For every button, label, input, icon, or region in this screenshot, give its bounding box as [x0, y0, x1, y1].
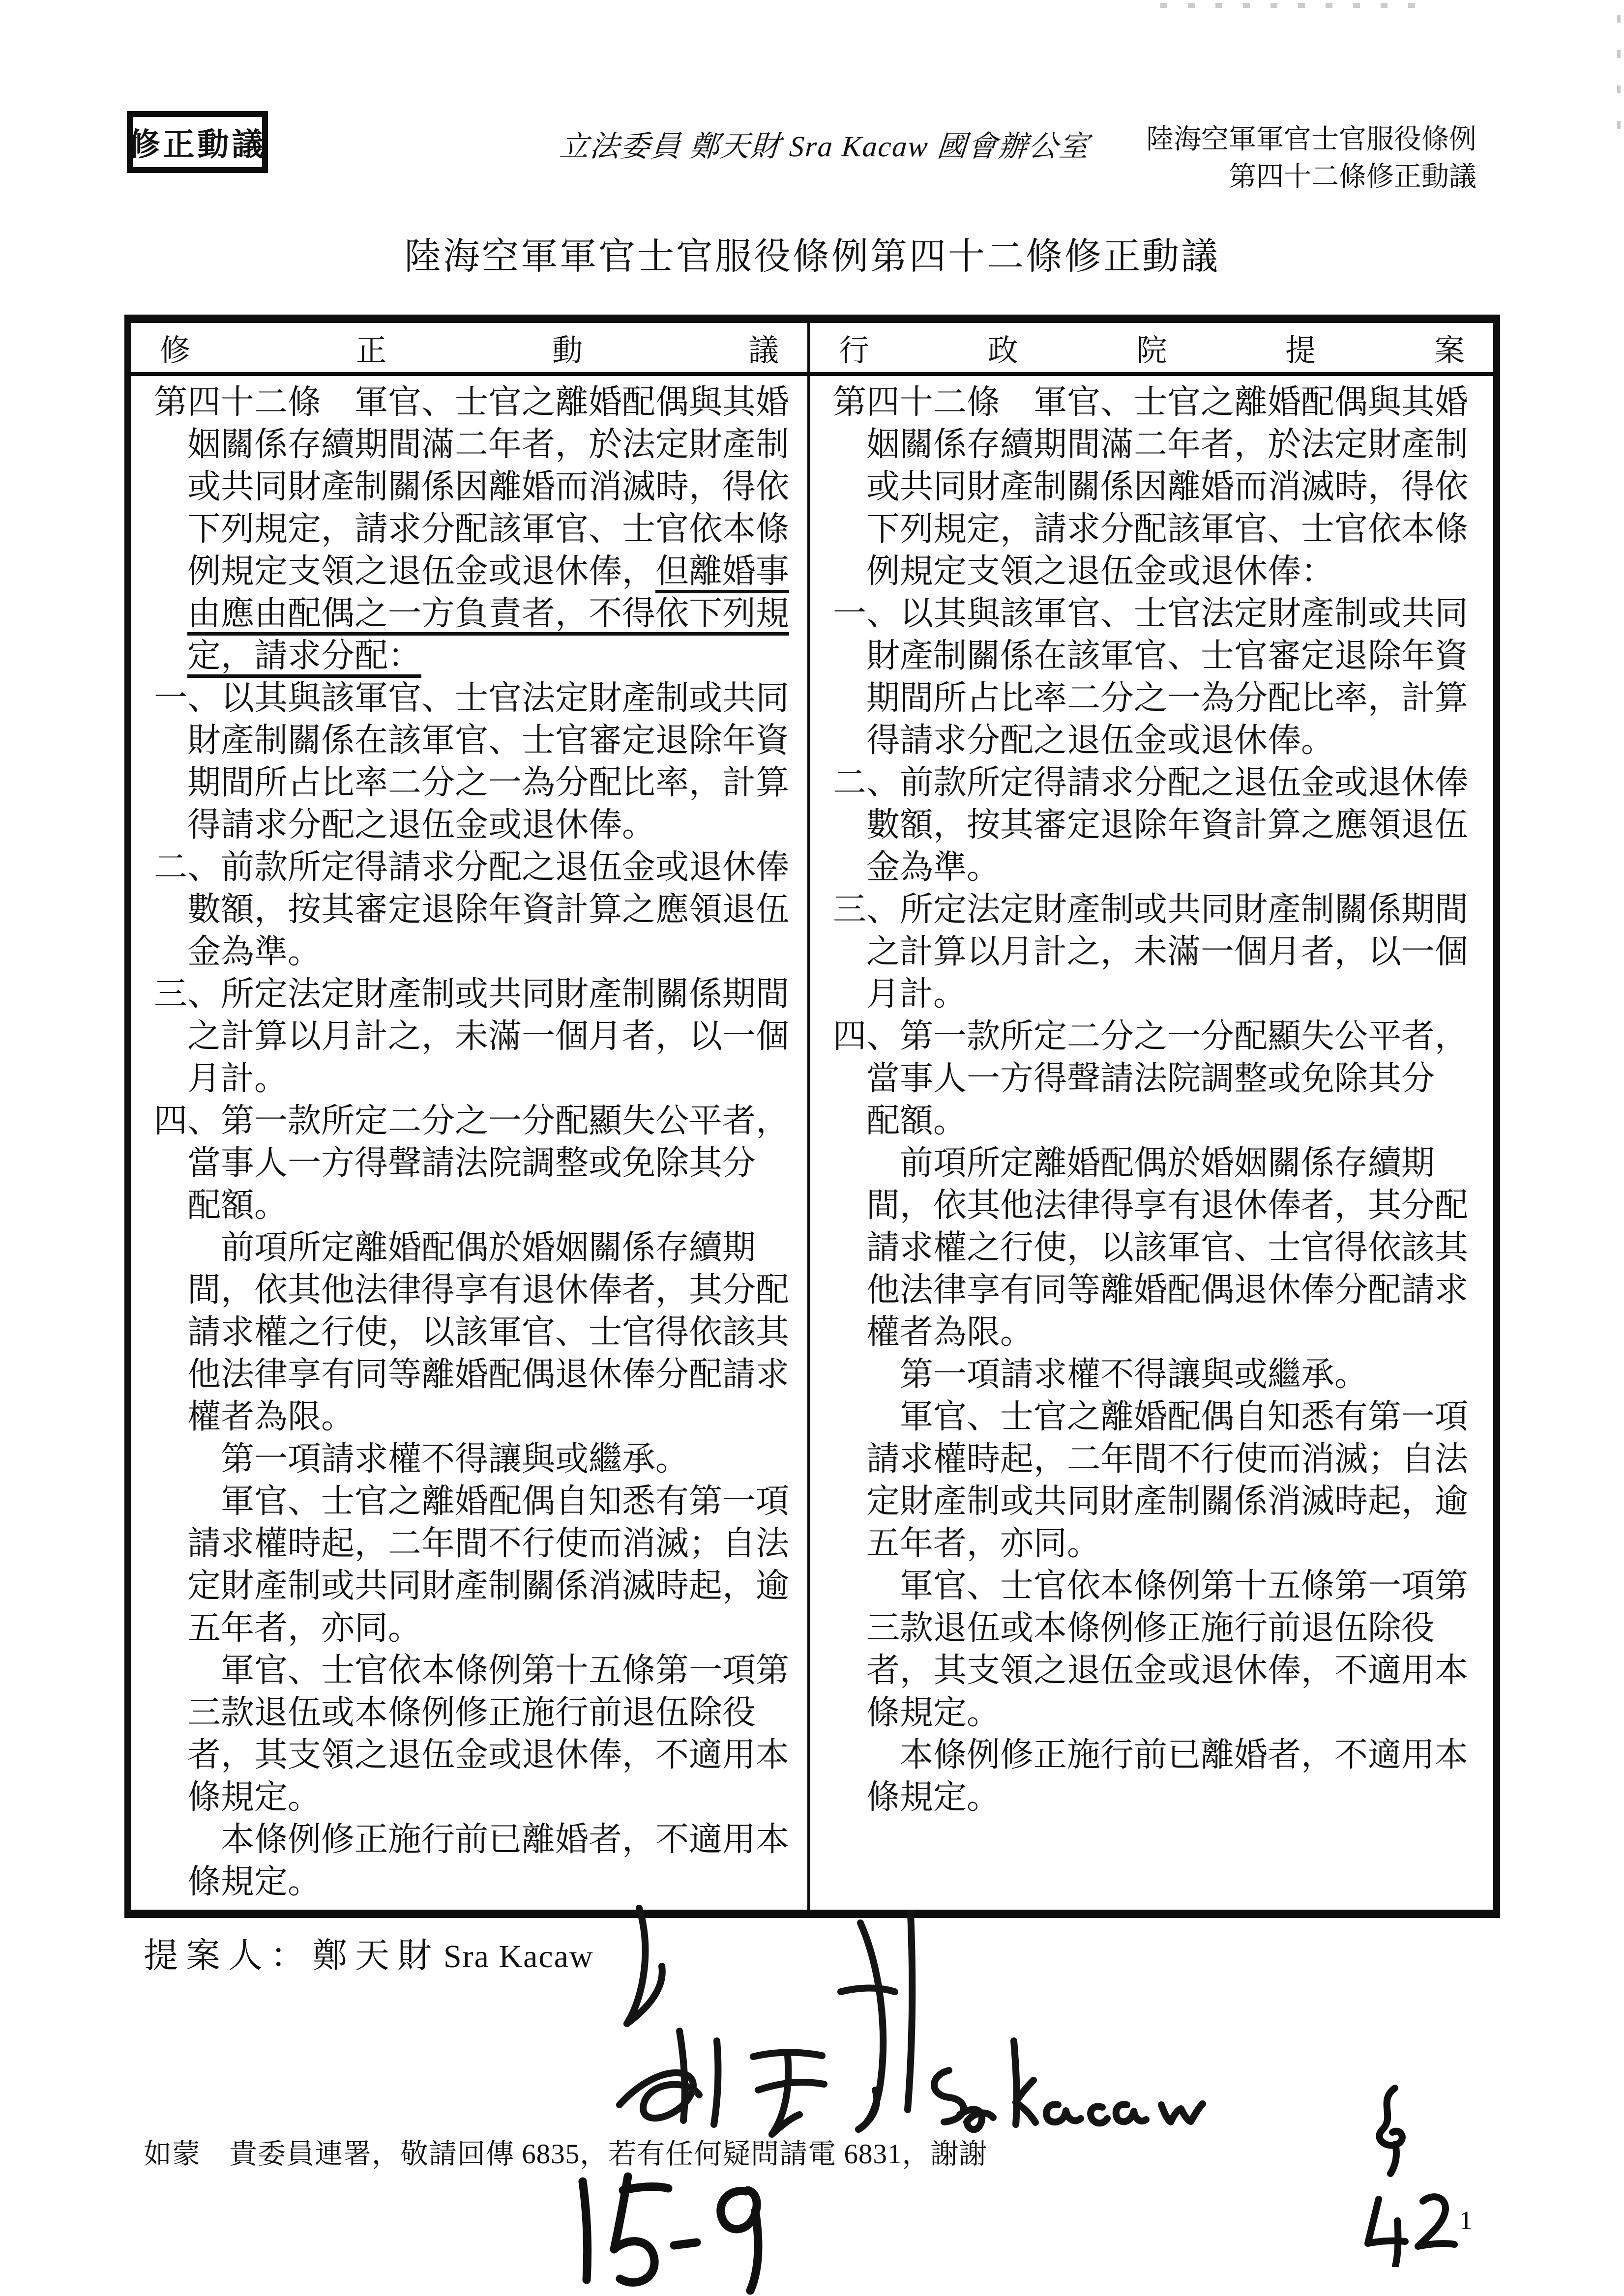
table-text-line: 得請求分配之退伍金或退休俸。: [866, 722, 1335, 759]
page-number: 1: [1459, 2206, 1473, 2235]
table-text-line: 他法律享有同等離婚配偶退休俸分配請求: [866, 1271, 1469, 1308]
table-text-line: 期間所占比率二分之一為分配比率，計算: [866, 679, 1469, 717]
table-text-line: 例規定支領之退伍金或退休俸，但離婚事: [154, 550, 795, 592]
table-text-line: 定財產制或共同財產制關係消滅時起，逾: [866, 1482, 1469, 1520]
table-text-line: 當事人一方得聲請法院調整或免除其分: [187, 1144, 756, 1182]
table-text-line: 條規定。: [866, 1694, 1001, 1731]
table-text-line: 第四十二條 軍官、士官之離婚配偶與其婚: [833, 383, 1469, 421]
column-header-char: 正: [355, 334, 386, 368]
column-header-amendment-motion: [131, 323, 807, 376]
table-text-line: 三款退伍或本條例修正施行前退伍除役: [187, 1694, 756, 1731]
table-text-line: 請求權時起，二年間不行使而消滅；自法: [187, 1525, 790, 1562]
table-text-line: 或共同財產制關係因離婚而消滅時，得依: [866, 468, 1469, 505]
stamp-label: 修正動議: [128, 127, 266, 162]
table-text-line: 下列規定，請求分配該軍官、士官依本條: [187, 510, 790, 548]
column-header-executive-yuan-proposal: [810, 323, 1493, 376]
table-text-line: 間，依其他法律得享有退休俸者，其分配: [866, 1187, 1469, 1224]
column-header-char: 動: [552, 334, 583, 368]
table-text-line: 軍官、士官之離婚配偶自知悉有第一項: [900, 1398, 1469, 1435]
table-text-line: 一、以其與該軍官、士官法定財產制或共同: [154, 679, 790, 717]
doc-reference-line2: 第四十二條修正動議: [1229, 162, 1476, 192]
table-text-line: 本條例修正施行前已離婚者，不適用本: [900, 1736, 1469, 1773]
table-text-line: 或共同財產制關係因離婚而消滅時，得依: [187, 468, 790, 505]
legislator-office-header: 立法委員 鄭天財 Sra Kacaw 國會辦公室: [558, 130, 1091, 163]
table-text-line: 二、前款所定得請求分配之退伍金或退休俸: [833, 764, 1469, 801]
table-text-line: 第一項請求權不得讓與或繼承。: [900, 1356, 1368, 1393]
table-text-line: 請求權之行使，以該軍官、士官得依該其: [187, 1313, 790, 1351]
column-body-amendment-motion: [131, 376, 807, 1910]
table-text-line: 前項所定離婚配偶於婚姻關係存續期: [221, 1229, 756, 1266]
column-header-char: 修: [160, 334, 191, 368]
table-text-line: 下列規定，請求分配該軍官、士官依本條: [866, 510, 1469, 548]
column-amendment-motion: [131, 323, 810, 1910]
proposer-label: 提案人：鄭天財: [144, 1937, 440, 1975]
table-text-line: 四、第一款所定二分之一分配顯失公平者，: [833, 1017, 1469, 1055]
amendment-stamp-box: [127, 111, 268, 173]
table-text-line: 當事人一方得聲請法院調整或免除其分: [866, 1060, 1435, 1097]
table-text-line: 三、所定法定財產制或共同財產制關係期間: [833, 891, 1469, 928]
table-text-line: 請求權之行使，以該軍官、士官得依該其: [866, 1229, 1469, 1266]
table-text-line: 三、所定法定財產制或共同財產制關係期間: [154, 975, 790, 1013]
table-text-line: 姻關係存續期間滿二年者，於法定財產制: [187, 426, 790, 463]
table-text-line: 金為準。: [866, 848, 1001, 886]
table-text-line: 姻關係存續期間滿二年者，於法定財產制: [866, 426, 1469, 463]
scanner-noise-top: [1160, 3, 1436, 8]
table-text-line: 由應由配偶之一方負責者，不得依下列規: [154, 592, 795, 635]
footer-note: 如蒙 貴委員連署，敬請回傳 6835，若有任何疑問請電 6831，謝謝: [144, 2139, 988, 2170]
table-text-line: 五年者，亦同。: [866, 1525, 1101, 1562]
table-text-line: 者，其支領之退伍金或退休俸，不適用本: [866, 1652, 1469, 1689]
column-header-char: 案: [1434, 334, 1465, 368]
table-text-line: 軍官、士官之離婚配偶自知悉有第一項: [221, 1482, 790, 1520]
table-text-line: 請求權時起，二年間不行使而消滅；自法: [866, 1440, 1469, 1478]
table-text-line: 本條例修正施行前已離婚者，不適用本: [221, 1821, 790, 1858]
table-text-line: 權者為限。: [187, 1398, 355, 1435]
table-text-line: 條規定。: [866, 1778, 1001, 1816]
handwritten-42-mark: [1348, 2075, 1471, 2267]
column-header-char: 議: [748, 334, 779, 368]
comparison-table: [124, 315, 1500, 1918]
table-text-line: 期間所占比率二分之一為分配比率，計算: [187, 764, 790, 801]
column-header-char: 提: [1285, 334, 1316, 368]
table-text-line: 軍官、士官依本條例第十五條第一項第: [900, 1567, 1469, 1604]
table-text-line: 四、第一款所定二分之一分配顯失公平者，: [154, 1102, 790, 1139]
column-executive-yuan-proposal: [810, 323, 1493, 1910]
page-title: 陸海空軍軍官士官服役條例第四十二條修正動議: [404, 236, 1220, 277]
proposer-name-latin: Sra Kacaw: [443, 1939, 594, 1975]
table-text-line: 第四十二條 軍官、士官之離婚配偶與其婚: [154, 383, 790, 421]
table-text-line: 月計。: [866, 975, 967, 1013]
table-text-line: 配額。: [866, 1102, 967, 1139]
table-text-line: 間，依其他法律得享有退休俸者，其分配: [187, 1271, 790, 1308]
table-text-line: 財產制關係在該軍官、士官審定退除年資: [187, 722, 790, 759]
table-text-line: 者，其支領之退伍金或退休俸，不適用本: [187, 1736, 790, 1773]
table-text-line: 條規定。: [187, 1863, 322, 1900]
table-text-line: 數額，按其審定退除年資計算之應領退伍: [866, 806, 1469, 843]
doc-reference: [1146, 121, 1476, 196]
column-body-executive-yuan-proposal: [810, 376, 1493, 1825]
proposer-line: [144, 1928, 594, 1977]
table-text-line: 軍官、士官依本條例第十五條第一項第: [221, 1652, 790, 1689]
table-text-line: 他法律享有同等離婚配偶退休俸分配請求: [187, 1356, 790, 1393]
column-header-char: 政: [987, 334, 1018, 368]
table-text-line: 財產制關係在該軍官、士官審定退除年資: [866, 637, 1469, 674]
scanner-noise-right: [1617, 15, 1621, 152]
table-text-line: 條規定。: [187, 1778, 322, 1816]
signature-handwriting: [605, 1893, 1234, 2139]
table-text-line: 第一項請求權不得讓與或繼承。: [221, 1440, 689, 1478]
table-text-line: 二、前款所定得請求分配之退伍金或退休俸: [154, 848, 790, 886]
table-text-line: 一、以其與該軍官、士官法定財產制或共同: [833, 595, 1469, 632]
table-text-line: 定財產制或共同財產制關係消滅時起，逾: [187, 1567, 790, 1604]
table-text-line: 權者為限。: [866, 1313, 1034, 1351]
table-text-line: 例規定支領之退伍金或退休俸：: [866, 552, 1335, 590]
table-text-line: 前項所定離婚配偶於婚姻關係存續期: [900, 1144, 1435, 1182]
table-text-line: 之計算以月計之，未滿一個月者，以一個: [866, 933, 1469, 970]
table-text-line: 得請求分配之退伍金或退休俸。: [187, 806, 656, 843]
table-text-line: 定，請求分配：: [154, 635, 795, 677]
table-text-line: 之計算以月計之，未滿一個月者，以一個: [187, 1017, 790, 1055]
table-text-line: 數額，按其審定退除年資計算之應領退伍: [187, 891, 790, 928]
table-text-line: 金為準。: [187, 933, 322, 970]
table-text-line: 配額。: [187, 1187, 288, 1224]
table-text-line: 月計。: [187, 1060, 288, 1097]
handwritten-15-9: [548, 2162, 774, 2295]
column-header-char: 院: [1136, 334, 1167, 368]
table-text-line: 三款退伍或本條例修正施行前退伍除役: [866, 1609, 1435, 1647]
column-header-char: 行: [839, 334, 870, 368]
doc-reference-line1: 陸海空軍軍官士官服役條例: [1146, 124, 1476, 155]
table-text-line: 五年者，亦同。: [187, 1609, 422, 1647]
